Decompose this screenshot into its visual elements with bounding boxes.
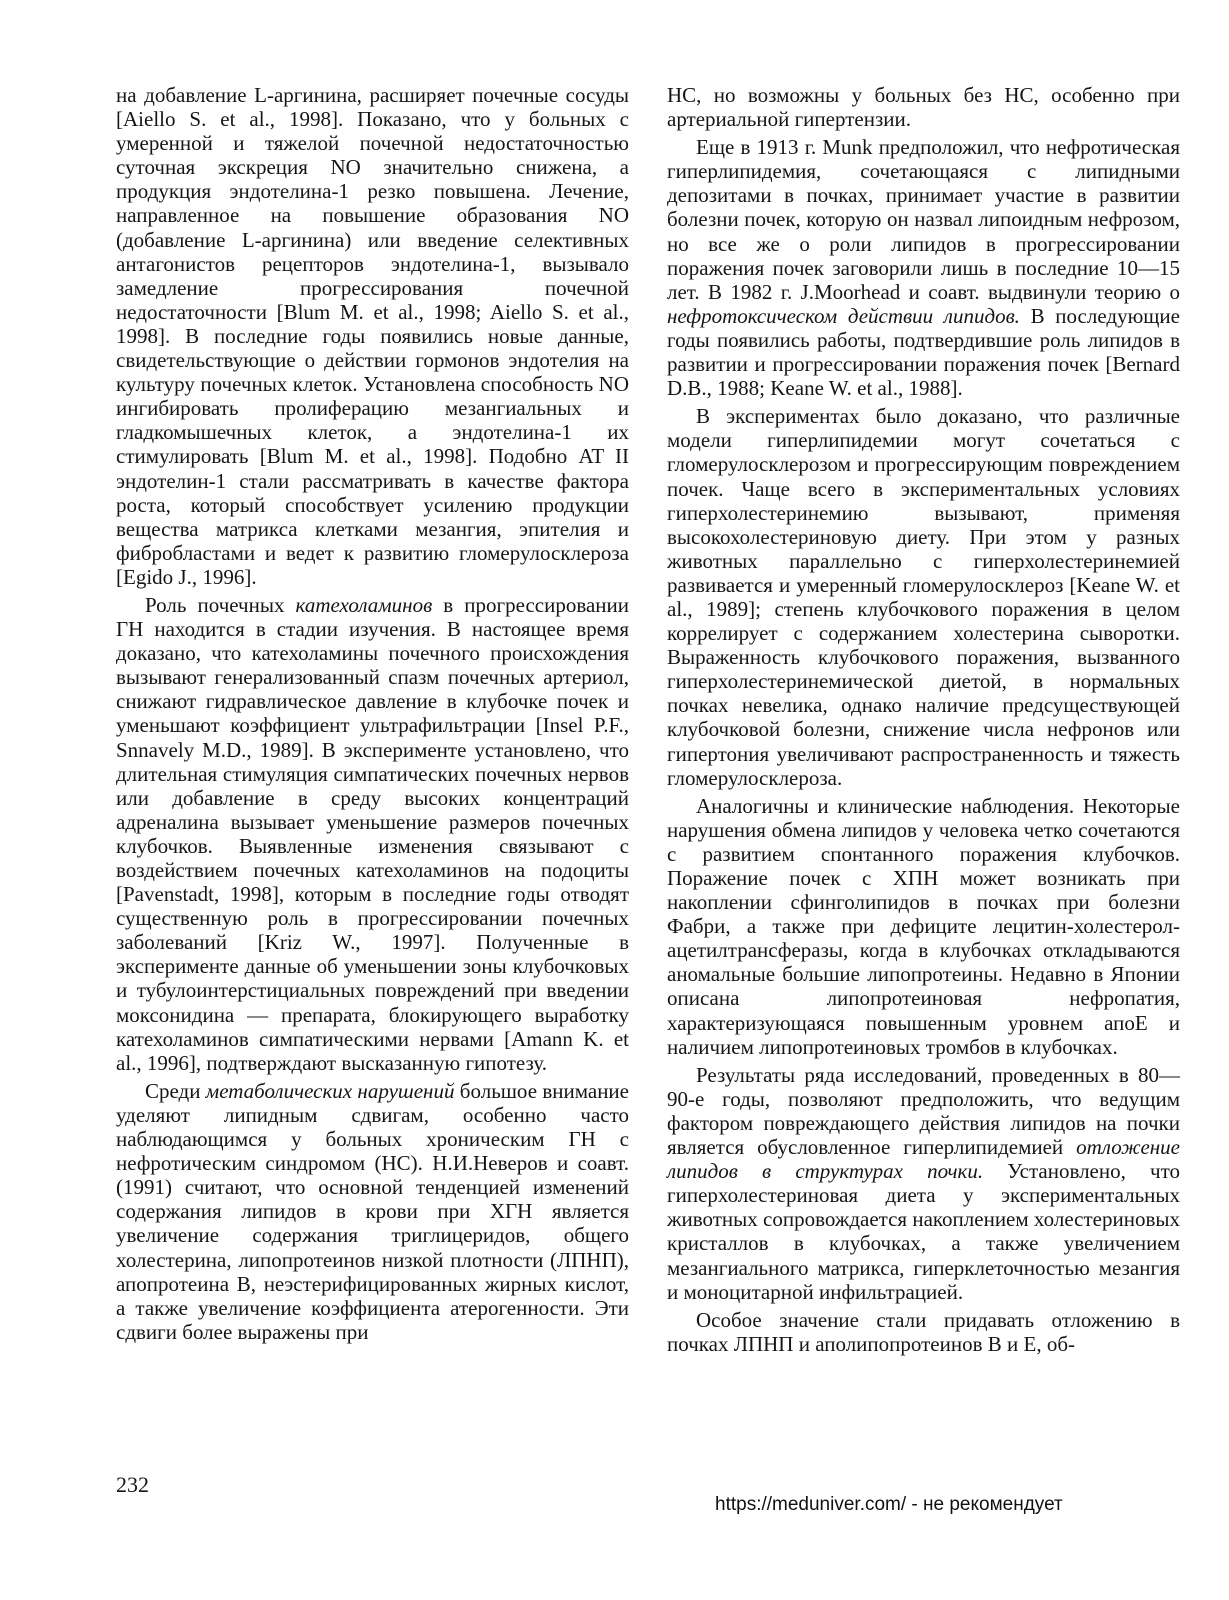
text-run: Роль почечных (145, 592, 296, 617)
text-run: Еще в 1913 г. Munk предположил, что нефротическая гиперлипидемия, сочетающаяся с липидными депозитами в почках, принимает участие в развитии болезни почек, которую он назвал липоидным нефрозом, но все же о роли липидов в прогрессировании поражения почек заговорили лишь в последние 10—15 лет. В 1982 г. J.Moorhead и соавт. выдвинули теорию о (667, 135, 1180, 304)
text-run: на добавление L-аргинина, расширяет почечные сосуды [Aiello S. et al., 1998]. Показано, что у больных с умеренной и тяжелой почечной недостаточностью суточная экскреция NO значительно снижена, а продукция эндотелина-1 резко повышена. Лечение, направленное на повышение образования NO (добавление L-аргинина) или введение селективных антагонистов рецепторов эндотелина-1, вызывало замедление прогрессирования почечной недостаточности [Blum M. et al., 1998; Aiello S. et al., 1998]. В последние годы появились новые данные, свидетельствующие о действии гормонов эндотелия на культуру почечных клеток. Установлена способность NO ингибировать пролиферацию мезангиальных и гладкомышечных клеток, а эндотелина-1 их стимулировать [Blum M. et al., 1998]. Подобно AT II эндотелин-1 стали рассматривать в качестве фактора роста, который способствует усилению продукции вещества матрикса клетками мезангия, эпителия и фибробластами и ведет к развитию гломерулосклероза [Egido J., 1996]. (116, 83, 629, 589)
text-run: в прогрессировании ГН находится в стадии изучения. В настоящее время доказано, что катехоламины почечного происхождения вызывают генерализованный спазм почечных артериол, снижают гидравлическое давление в клубочке почек и уменьшают коэффициент ультрафильтрации [Insel P.F., Snnavely M.D., 1989]. В эксперименте установлено, что длительная стимуляция симпатических почечных нервов или добавление в среду высоких концентраций адреналина вызывает уменьшение размеров почечных клубочков. Выявленные изменения связывают с воздействием почечных катехоламинов на подоциты [Pavenstadt, 1998], которым в последние годы отводят существенную роль в прогрессировании почечных заболеваний [Kriz W., 1997]. Полученные в эксперименте данные об уменьшении зоны клубочковых и тубулоинтерстициальных повреждений при введении моксонидина — препарата, блокирующего выработку катехоламинов симпатическими нервами [Amann K. et al., 1996], подтверждают высказанную гипотезу. (116, 592, 629, 1075)
paragraph-catecholamines (116, 593, 629, 1075)
paragraph-metabolic-disorders (116, 1079, 629, 1344)
text-run: Установлено, что гиперхолестериновая диета у экспериментальных животных сопровождается накоплением холестериновых кристаллов в клубочках, а также увеличением мезангиального матрикса, гиперклеточностью мезангия и моноцитарной инфильтрацией. (667, 1159, 1180, 1304)
paragraph-no-vasodilation (116, 83, 629, 589)
paragraph-clinical-observations (667, 794, 1180, 1059)
paragraph-lipid-deposition (667, 1063, 1180, 1304)
text-run: НС, но возможны у больных без НС, особенно при артериальной гипертензии. (667, 83, 1180, 132)
page-number: 232 (116, 1472, 149, 1497)
text-run: Особое значение стали придавать отложению в почках ЛПНП и аполипопротеинов B и E, об- (667, 1307, 1180, 1356)
text-run: В экспериментах было доказано, что различные модели гиперлипидемии могут сочетаться с гломерулосклерозом и прогрессирующим повреждением почек. Чаще всего в экспериментальных условиях гиперхолестеринемию вызывают, применяя высокохолестериновую диету. При этом у разных животных параллельно с гиперхолестеринемией развивается и умеренный гломерулосклероз [Keane W. et al., 1989]; степень клубочкового поражения в целом коррелирует с содержанием холестерина сыворотки. Выраженность клубочкового поражения, вызванного гиперхолестеринемической диетой, в нормальных почках невелика, однако наличие предсуществующей клубочковой болезни, снижение числа нефронов или гипертония увеличивают распространенность и тяжесть гломерулосклероза. (667, 404, 1180, 790)
left-text-column (116, 83, 629, 1344)
italic-term: катехоламинов (295, 592, 433, 617)
right-text-column (667, 83, 1180, 1356)
paragraph-ns-continuation (667, 83, 1180, 131)
italic-term: метаболических нарушений (205, 1078, 455, 1103)
paragraph-ldl-apolipoproteins (667, 1308, 1180, 1356)
italic-term: нефротоксическом действии липидов. (667, 303, 1020, 328)
text-run: Результаты ряда исследований, проведенных в 80—90-е годы, позволяют предположить, что ведущим фактором повреждающего действия липидов на почки является обусловленное гиперлипидемией (667, 1062, 1180, 1160)
text-run: большое внимание уделяют липидным сдвигам, особенно часто наблюдающимся у больных хроническим ГН с нефротическим синдромом (НС). Н.И.Неверов и соавт. (1991) считают, что основной тенденцией изменений содержания липидов в крови при ХГН является увеличение содержания триглицеридов, общего холестерина, липопротеинов низкой плотности (ЛПНП), апопротеина B, неэстерифицированных жирных кислот, а также увеличение коэффициента атерогенности. Эти сдвиги более выражены при (116, 1078, 629, 1344)
text-run: Среди (145, 1078, 206, 1103)
text-run: В последующие годы появились работы, подтвердившие роль липидов в развитии и прогрессировании поражения почек [Bernard D.B., 1988; Keane W. et al., 1988]. (667, 303, 1180, 401)
paragraph-munk-lipoid-nephrosis (667, 135, 1180, 400)
text-run: Аналогичны и клинические наблюдения. Некоторые нарушения обмена липидов у человека четко сочетаются с развитием спонтанного поражения клубочков. Поражение почек с ХПН может возникать при накоплении сфинголипидов в почках при болезни Фабри, а также при дефиците лецитин-холестерол-ацетилтрансферазы, когда в клубочках откладываются аномальные большие липопротеины. Недавно в Японии описана липопротеиновая нефропатия, характеризующаяся повышенным уровнем апоE и наличием липопротеиновых тромбов в клубочках. (667, 793, 1180, 1059)
paragraph-experimental-hyperlipidemia (667, 404, 1180, 790)
italic-term: отложение липидов в структурах почки. (667, 1135, 1180, 1184)
watermark-url: https://meduniver.com/ - не рекомендует (715, 1494, 1063, 1515)
